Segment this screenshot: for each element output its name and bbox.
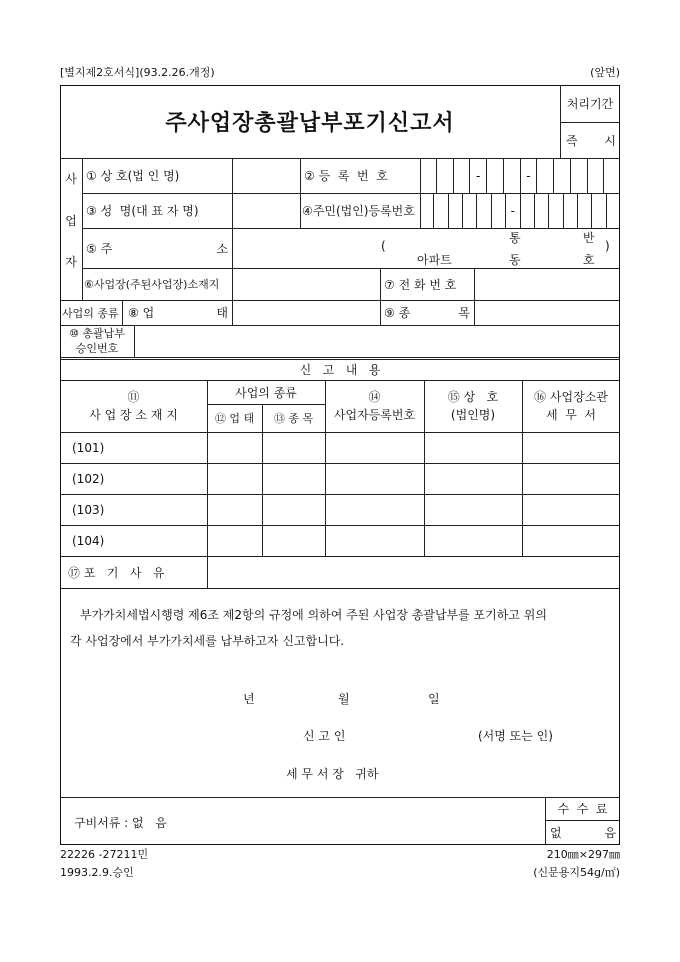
label-business-location: ⑥사업장(주된사업장)소재지 (84, 278, 220, 291)
processing-period-label: 처리기간 (566, 97, 614, 111)
digit-box[interactable] (607, 193, 620, 228)
table-cell-input[interactable] (263, 432, 324, 463)
digit-box[interactable] (521, 193, 535, 228)
label-business-category: ⑧ 업 (128, 306, 155, 320)
processing-value-a: 즉 (566, 133, 578, 148)
digit-box[interactable] (492, 193, 506, 228)
approval-number-input[interactable] (136, 325, 620, 357)
table-cell-input[interactable] (326, 525, 423, 556)
digit-box[interactable]: - (470, 158, 487, 193)
registration-number-input[interactable] (420, 158, 620, 193)
table-cell-input[interactable] (523, 494, 619, 525)
digit-box[interactable] (420, 193, 434, 228)
digit-box[interactable] (537, 158, 554, 193)
form-number: [별지제2호서식](93.2.26.개정) (60, 66, 215, 79)
table-cell-input[interactable] (326, 463, 423, 494)
address-close-paren: ) (605, 239, 610, 253)
table-cell-input[interactable] (523, 432, 619, 463)
paper-size: 210㎜×297㎜ (546, 848, 620, 861)
label-trade-name: ① 상 호(법 인 명) (86, 169, 180, 183)
section-title: 신 고 내 용 (299, 363, 381, 377)
digit-box[interactable] (463, 193, 477, 228)
table-cell-input[interactable] (208, 432, 261, 463)
processing-value-b: 시 (604, 133, 616, 148)
digit-box[interactable] (504, 158, 521, 193)
table-cell-input[interactable] (523, 525, 619, 556)
digit-box[interactable] (564, 193, 578, 228)
row-number: (101) (72, 440, 105, 455)
digit-box[interactable] (434, 193, 448, 228)
digit-box[interactable] (420, 158, 437, 193)
digit-box[interactable] (588, 158, 605, 193)
representative-name-input[interactable] (234, 193, 300, 228)
digit-box[interactable] (454, 158, 471, 193)
table-cell-input[interactable] (425, 494, 521, 525)
label-registration-number: ② 등 록 번 호 (304, 169, 388, 183)
business-location-input[interactable] (234, 268, 380, 300)
col-location: 사 업 장 소 재 지 (89, 408, 178, 422)
label-approval-number: ⑩ 총괄납부 승인번호 (69, 327, 125, 355)
statement-line-1: 부가가치세법시행령 제6조 제2항의 규정에 의하여 주된 사업장 총괄납부를 포기하고 위의 (80, 608, 547, 622)
digit-box[interactable] (535, 193, 549, 228)
table-cell-input[interactable] (326, 494, 423, 525)
label-representative-name: ③ 성 명(대 표 자 명) (86, 204, 199, 218)
col-item: ⑬ 종 목 (273, 412, 314, 425)
col-trade-name: ⑮ 상 호 (447, 390, 499, 404)
table-cell-input[interactable] (208, 463, 261, 494)
digit-box[interactable]: - (521, 158, 538, 193)
table-cell-input[interactable] (326, 432, 423, 463)
digit-box[interactable] (571, 158, 588, 193)
business-category-input[interactable] (234, 300, 380, 325)
address-tong: 통 (509, 231, 521, 245)
approval-date: 1993.2.9.승인 (60, 866, 134, 879)
applicant-label: 신 고 인 (303, 729, 346, 743)
row-number: (103) (72, 502, 105, 517)
digit-box[interactable] (549, 193, 563, 228)
digit-box[interactable] (449, 193, 463, 228)
digit-box[interactable] (578, 193, 592, 228)
resident-number-input[interactable] (420, 193, 620, 228)
address-ho: 호 (583, 253, 595, 267)
fee-label: 수 수 료 (557, 802, 608, 816)
table-cell-input[interactable] (425, 525, 521, 556)
digit-box[interactable] (604, 158, 620, 193)
address-ban: 반 (583, 231, 595, 245)
table-cell-input[interactable] (263, 494, 324, 525)
label-phone: ⑦ 전 화 번 호 (384, 277, 457, 292)
address-dong: 동 (509, 253, 521, 267)
signature-label[interactable]: (서명 또는 인) (478, 729, 553, 743)
phone-input[interactable] (476, 268, 620, 300)
table-cell-input[interactable] (208, 525, 261, 556)
label-reason: ⑰ 포 기 사 유 (68, 565, 165, 580)
date-month: 월 (338, 692, 350, 706)
row-number: (102) (72, 471, 105, 486)
reason-input[interactable] (208, 556, 620, 588)
address-input[interactable] (233, 229, 619, 267)
label-business-item: ⑨ 종 (384, 306, 411, 320)
addressee: 세 무 서 장 귀하 (286, 767, 379, 781)
table-cell-input[interactable] (523, 463, 619, 494)
form-title: 주사업장총괄납부포기신고서 (165, 111, 455, 136)
label-business-type: 사업의 종류 (62, 306, 119, 320)
business-item-input[interactable] (476, 300, 620, 325)
col-category: ⑫ 업 태 (214, 412, 255, 425)
digit-box[interactable] (592, 193, 606, 228)
table-cell-input[interactable] (263, 525, 324, 556)
digit-box[interactable] (554, 158, 571, 193)
label-resident-number: ④주민(법인)등록번호 (302, 204, 415, 218)
required-documents: 구비서류 : 없 음 (74, 816, 167, 830)
paper-type: (신문용지54g/㎡) (533, 866, 620, 879)
table-cell-input[interactable] (208, 494, 261, 525)
front-side-label: (앞면) (590, 66, 620, 79)
table-cell-input[interactable] (425, 432, 521, 463)
fee-value: 없 (550, 826, 562, 840)
address-open-paren: ( (381, 239, 386, 253)
applicant-group-label: 사 업 자 (65, 172, 77, 269)
form-code: 22226 -27211민 (60, 848, 149, 861)
digit-box[interactable] (477, 193, 491, 228)
tax-form-page: [별지제2호서식](93.2.26.개정) (앞면) 주사업장총괄납부포기신고서 처리기간 즉 시 사 업 자 ① 상 호(법 인 명) ② 등 록 번 호 - - ③ 성 명(대 표 자 명) ④주민(법인)등록번호 - ⑤ 주 소 통 반 ( ) 아파트 동 호 ⑥사업장(주된사업장)소재지 ⑦ 전 화 번 호 사업의 종류 ⑧ 업 태 ⑨ 종 목 ⑩ 총괄납부 승인번호 신 고 내 용 ⑪ 사 업 장 소 재 지 사업의 종류 ⑫ 업 태 ⑬ 종 목 ⑭ 사업자등록번호 ⑮ 상 호 (법인명) ⑯ 사업장소관 세 무 서 (101) (102) (103) (104) ⑰ 포 기 사 유 부가가치세법시행령 제6조 제2항의 규정에 의하여 주된 사업장 총괄납부를 포기하고 위의 각 사업장에서 부가가치세를 납부하고자 신고합니다. 년 월 일 신 고 인 (서명 또는 인) 세 무 서 장 귀하 구비서류 : 없 음 수 수 료 없 음 22226 -27211민 1993.2.9.승인 210㎜×297㎜ (신문용지54g/㎡) (0, 0, 680, 962)
digit-box[interactable]: - (506, 193, 520, 228)
date-day: 일 (428, 692, 440, 706)
table-cell-input[interactable] (425, 463, 521, 494)
col-business-type: 사업의 종류 (235, 385, 297, 400)
col-registration-number: 사업자등록번호 (333, 408, 416, 422)
trade-name-input[interactable] (234, 158, 300, 193)
statement-line-2: 각 사업장에서 부가가치세를 납부하고자 신고합니다. (70, 634, 345, 648)
address-apartment: 아파트 (417, 253, 452, 267)
digit-box[interactable] (487, 158, 504, 193)
label-address: ⑤ 주 (86, 241, 113, 256)
date-year: 년 (243, 692, 255, 706)
row-number: (104) (72, 533, 105, 548)
digit-box[interactable] (437, 158, 454, 193)
table-cell-input[interactable] (263, 463, 324, 494)
col-tax-office: ⑯ 사업장소관 (534, 390, 608, 404)
